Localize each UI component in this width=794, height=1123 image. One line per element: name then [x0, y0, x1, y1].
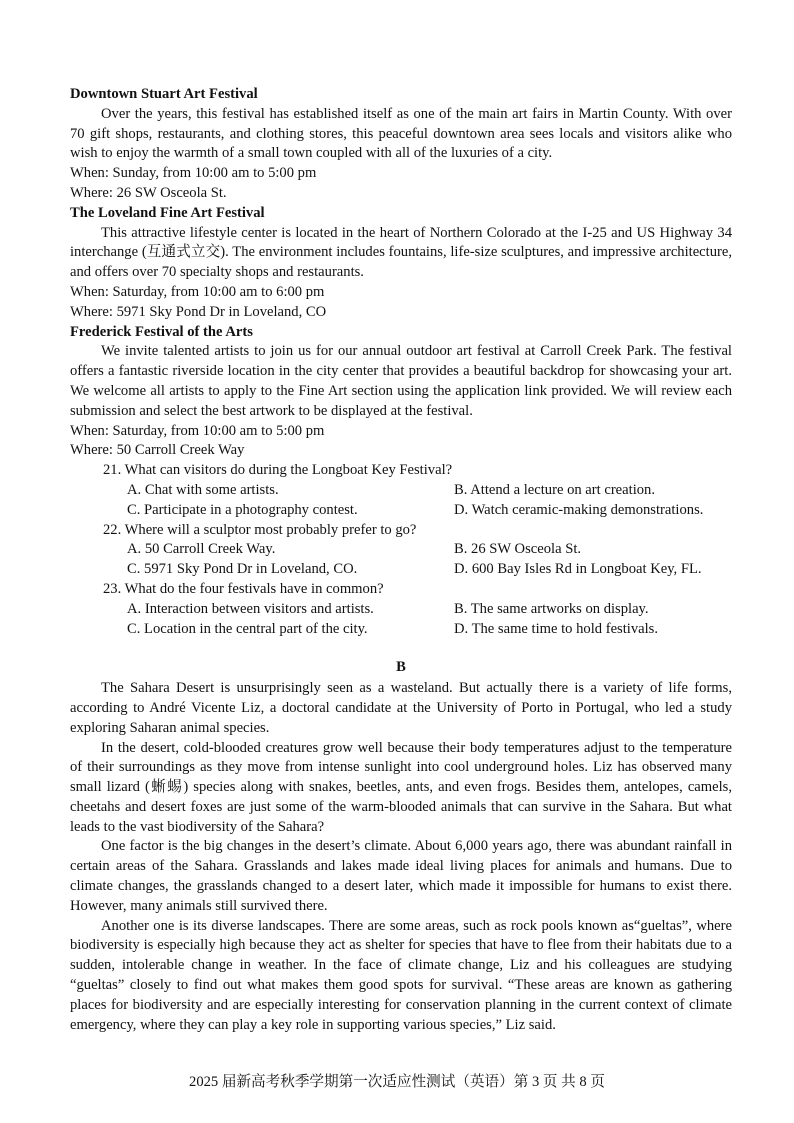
option-a[interactable]: A. Interaction between visitors and artists.: [127, 600, 374, 617]
festival-loveland: [70, 204, 732, 323]
festival-title: The Loveland Fine Art Festival: [70, 204, 265, 221]
festival-title: Frederick Festival of the Arts: [70, 323, 253, 340]
festival-description: This attractive lifestyle center is located in the heart of Northern Colorado at the I-25 and US Highway 34 interchange (互通式立交). The environment includes fountains, life-size sculptures, and impressive architecture, and offers over 70 specialty shops and restaurants.: [70, 224, 732, 281]
option-a[interactable]: A. Chat with some artists.: [127, 481, 279, 498]
option-a[interactable]: A. 50 Carroll Creek Way.: [127, 541, 276, 558]
option-row: [70, 481, 732, 501]
option-b[interactable]: B. Attend a lecture on art creation.: [454, 481, 655, 498]
festival-frederick: [70, 323, 732, 462]
passage-paragraph: One factor is the big changes in the desert’s climate. About 6,000 years ago, there was abundant rainfall in certain areas of the Sahara. Grasslands and lakes made ideal living places for animals and humans. Due to climate changes, the grasslands changed to a desert later, which made it impossible for humans to exist there. However, many animals still survived there.: [70, 838, 732, 914]
festival-where: Where: 5971 Sky Pond Dr in Loveland, CO: [70, 303, 327, 320]
festival-where: Where: 26 SW Osceola St.: [70, 184, 227, 201]
page-footer: 2025 届新高考秋季学期第一次适应性测试（英语）第 3 页 共 8 页: [189, 1074, 605, 1090]
question-stem: 23. What do the four festivals have in common?: [103, 580, 384, 597]
option-c[interactable]: C. Participate in a photography contest.: [127, 501, 358, 518]
option-d[interactable]: D. 600 Bay Isles Rd in Longboat Key, FL.: [454, 561, 702, 578]
option-row: [70, 620, 732, 640]
festival-when: When: Sunday, from 10:00 am to 5:00 pm: [70, 165, 317, 182]
option-d[interactable]: D. The same time to hold festivals.: [454, 620, 659, 637]
question-22: [70, 521, 732, 580]
passage-b: [70, 679, 732, 1035]
option-b[interactable]: B. 26 SW Osceola St.: [454, 541, 582, 558]
festival-description: Over the years, this festival has established itself as one of the main art fairs in Martin County. With over 70 gift shops, restaurants, and clothing stores, this peaceful downtown area sees locals and visitors alike who wish to enjoy the warmth of a small town coupled with all of the luxuries of a city.: [70, 105, 732, 162]
question-stem: 22. Where will a sculptor most probably prefer to go?: [103, 521, 417, 538]
festival-downtown-stuart: [70, 85, 732, 204]
festival-where: Where: 50 Carroll Creek Way: [70, 442, 245, 459]
passage-paragraph: Another one is its diverse landscapes. There are some areas, such as rock pools known as“gueltas”, where biodiversity is especially high because they act as shelter for species that have to flee from their habitats due to a sudden, intolerable change in weather. In the face of climate change, Liz and his colleagues are studying “gueltas” closely to find out what makes them good spots for survival. “These areas are known as gathering places for biodiversity and are especially interesting for conservation planning in the current context of climate emergency, where they can play a key role in supporting various species,” Liz said.: [70, 917, 732, 1033]
festival-when: When: Saturday, from 10:00 am to 6:00 pm: [70, 283, 325, 300]
option-b[interactable]: B. The same artworks on display.: [454, 600, 649, 617]
passage-paragraph: In the desert, cold-blooded creatures grow well because their body temperatures adjust to the temperature of their surroundings as they move from intense sunlight into cool underground holes. Liz has observed many small lizard (蜥蜴) species along with snakes, beetles, ants, and even frogs. Besides them, antelopes, camels, cheetahs and desert foxes are just some of the warm-blooded animals that can survive in the Sahara. But what leads to the vast biodiversity of the Sahara?: [70, 739, 732, 835]
section-heading: B: [396, 659, 406, 676]
option-d[interactable]: D. Watch ceramic-making demonstrations.: [454, 501, 704, 518]
question-stem: 21. What can visitors do during the Longboat Key Festival?: [103, 462, 453, 479]
festival-when: When: Saturday, from 10:00 am to 5:00 pm: [70, 422, 325, 439]
passage-paragraph: The Sahara Desert is unsurprisingly seen as a wasteland. But actually there is a variety of life forms, according to André Vicente Liz, a doctoral candidate at the University of Porto in Portugal, who led a study exploring Saharan animal species.: [70, 680, 732, 736]
question-23: [70, 580, 732, 639]
option-row: [70, 560, 732, 580]
festival-title: Downtown Stuart Art Festival: [70, 86, 258, 102]
festival-description: We invite talented artists to join us for our annual outdoor art festival at Carroll Creek Park. The festival offers a fantastic riverside location in the city center that provides a beautiful backdrop for showcasing your art. We welcome all artists to apply to the Fine Art section using the application link provided. We will review each submission and select the best artwork to be displayed at the festival.: [70, 343, 732, 419]
option-row: [70, 540, 732, 560]
option-c[interactable]: C. 5971 Sky Pond Dr in Loveland, CO.: [127, 561, 358, 578]
option-row: [70, 600, 732, 620]
option-row: [70, 501, 732, 521]
question-21: [70, 461, 732, 520]
option-c[interactable]: C. Location in the central part of the city.: [127, 620, 368, 637]
